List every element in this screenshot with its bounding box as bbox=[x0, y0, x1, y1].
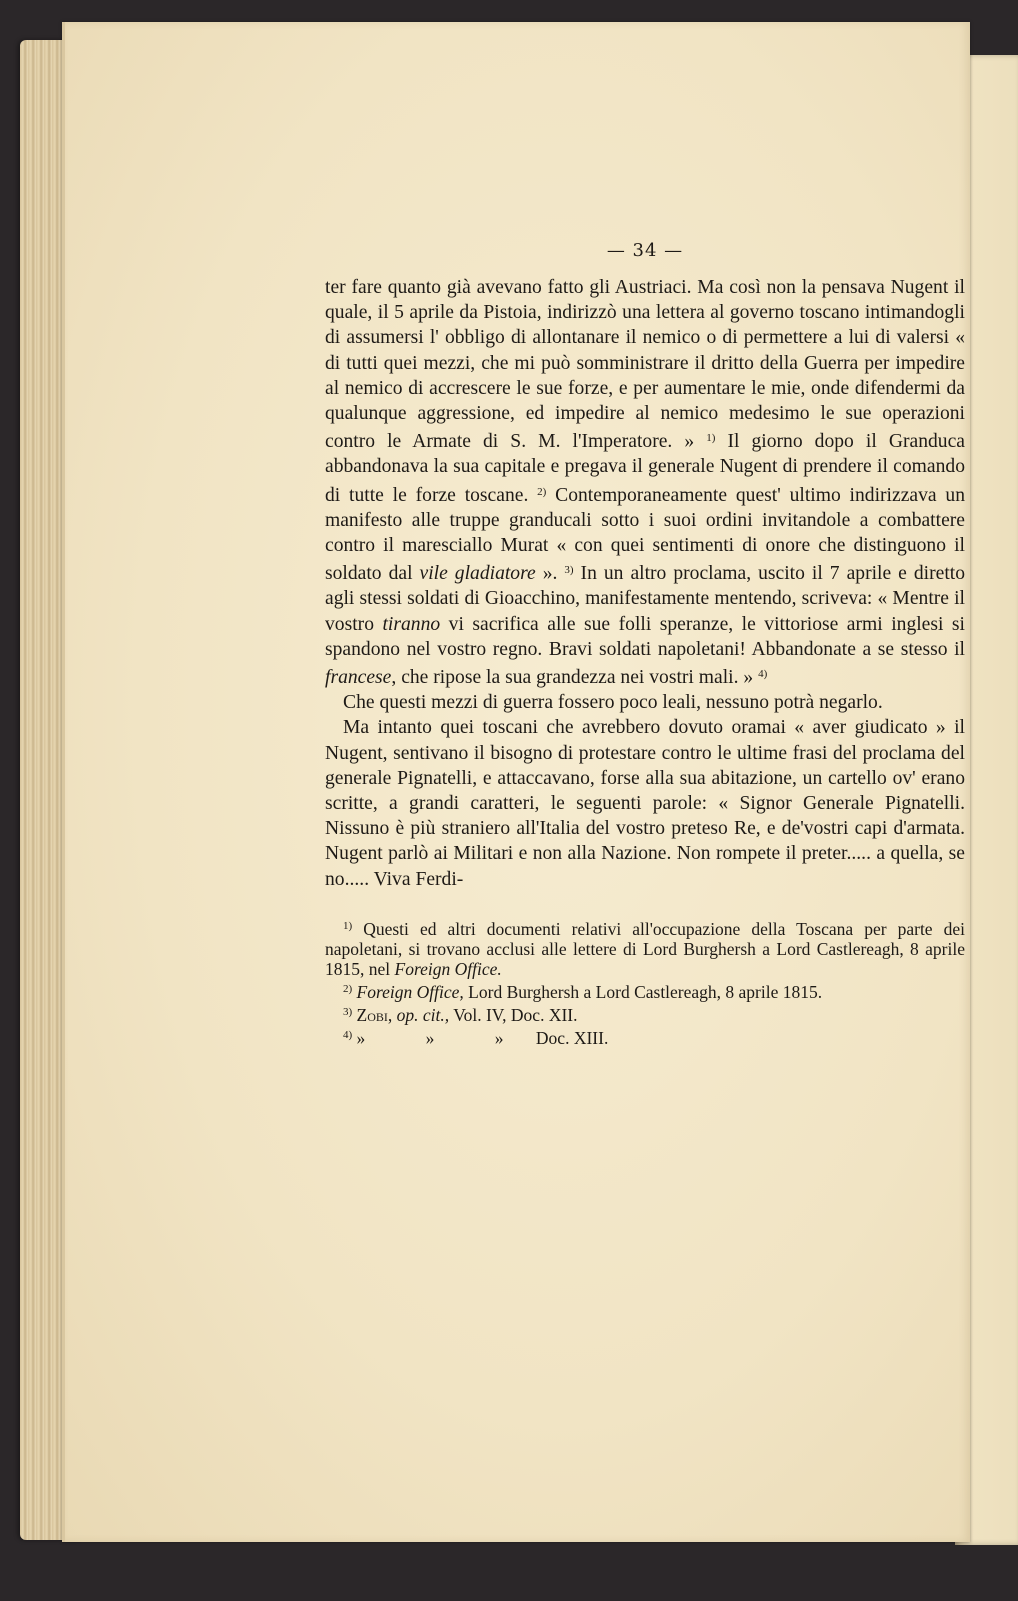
footnote-ref-2: 2) bbox=[537, 485, 547, 498]
paragraph-2: Che questi mezzi di guerra fossero poco leali, nessuno potrà negarlo. bbox=[343, 692, 883, 714]
footnote-ref-4: 4) bbox=[758, 668, 768, 681]
footnote-2: $^{2)}$ Foreign Office, Lord Burghersh a Lord Castlereagh, 8 aprile 1815. bbox=[343, 981, 823, 1002]
page-number: — 34 — bbox=[606, 240, 684, 261]
book-page bbox=[62, 22, 970, 1542]
footnote-1: $^{1)}$ Questi ed altri documenti relativi all'occupazione della Toscana per parte dei napoletani, si trovano acclusi alle lettere di Lord Burghersh a Lord Castlereagh, 8 aprile 1815, nel Foreign Office. bbox=[325, 918, 965, 979]
body-text bbox=[325, 275, 965, 892]
paragraph-1: ter fare quanto già avevano fatto gli Austriaci. Ma così non la pensava Nugent il quale, il 5 aprile da Pistoia, indirizzò una lettera al governo toscano intimandogli di assumersi l' obbligo di allontanare il nemico o di permettere a lui di valersi « di tutti quei mezzi, che mi può somministrare il dritto della Guerra per impedire al nemico di accrescere le sue forze, e per aumentare le mie, onde difendermi da qualunque aggressione, ed impedire al nemico medesimo le sue operazioni contro le Armate di S. M. l'Imperatore. » $^{1)}$ Il giorno dopo il Granduca abbandonava la sua capitale e pregava il generale Nugent di prendere il comando di tutte le forze toscane. $^{2)}$ Contemporaneamente quest' ultimo indirizzava un manifesto alle truppe granducali sotto i suoi ordini invitandole a combattere contro il maresciallo Murat « con quei sentimenti di onore che distinguono il soldato dal vile gladiatore ». $^{3)}$ In un altro proclama, uscito il 7 aprile e diretto agli stessi soldati di Gioacchino, manifestamente mentendo, scriveva: « Mentre il vostro tiranno vi sacrifica alle sue folli speranze, le vittoriose armi inglesi si spandono nel vostro regno. Bravi soldati napoletani! Abbandonate a se stesso il francese, che ripose la sua grandezza nei vostri mali. » $^{4)}$ bbox=[325, 277, 966, 689]
footnotes bbox=[325, 916, 965, 1048]
footnote-3: $^{3)}$ Zobi, op. cit., Vol. IV, Doc. XII. bbox=[343, 1004, 578, 1025]
footnote-ref-3: 3) bbox=[564, 564, 574, 577]
paragraph-3: Ma intanto quei toscani che avrebbero dovuto oramai « aver giudicato » il Nugent, sentivano il bisogno di protestare contro le ultime frasi del proclama del generale Pignatelli, e attaccavano, forse alla sua abitazione, un cartello ov' erano scritte, a grandi caratteri, le seguenti parole: « Signor Generale Pignatelli. Nissuno è più straniero all'Italia del vostro preteso Re, e de'vostri capi d'armata. Nugent parlò ai Militari e non alla Nazione. Non rompete il preter..... a quella, se no..... Viva Ferdi- bbox=[325, 717, 965, 890]
footnote-4: $^{4)}$ » » » Doc. XIII. bbox=[343, 1027, 609, 1048]
page-content bbox=[325, 240, 965, 1048]
footnote-ref-1: 1) bbox=[706, 432, 716, 445]
